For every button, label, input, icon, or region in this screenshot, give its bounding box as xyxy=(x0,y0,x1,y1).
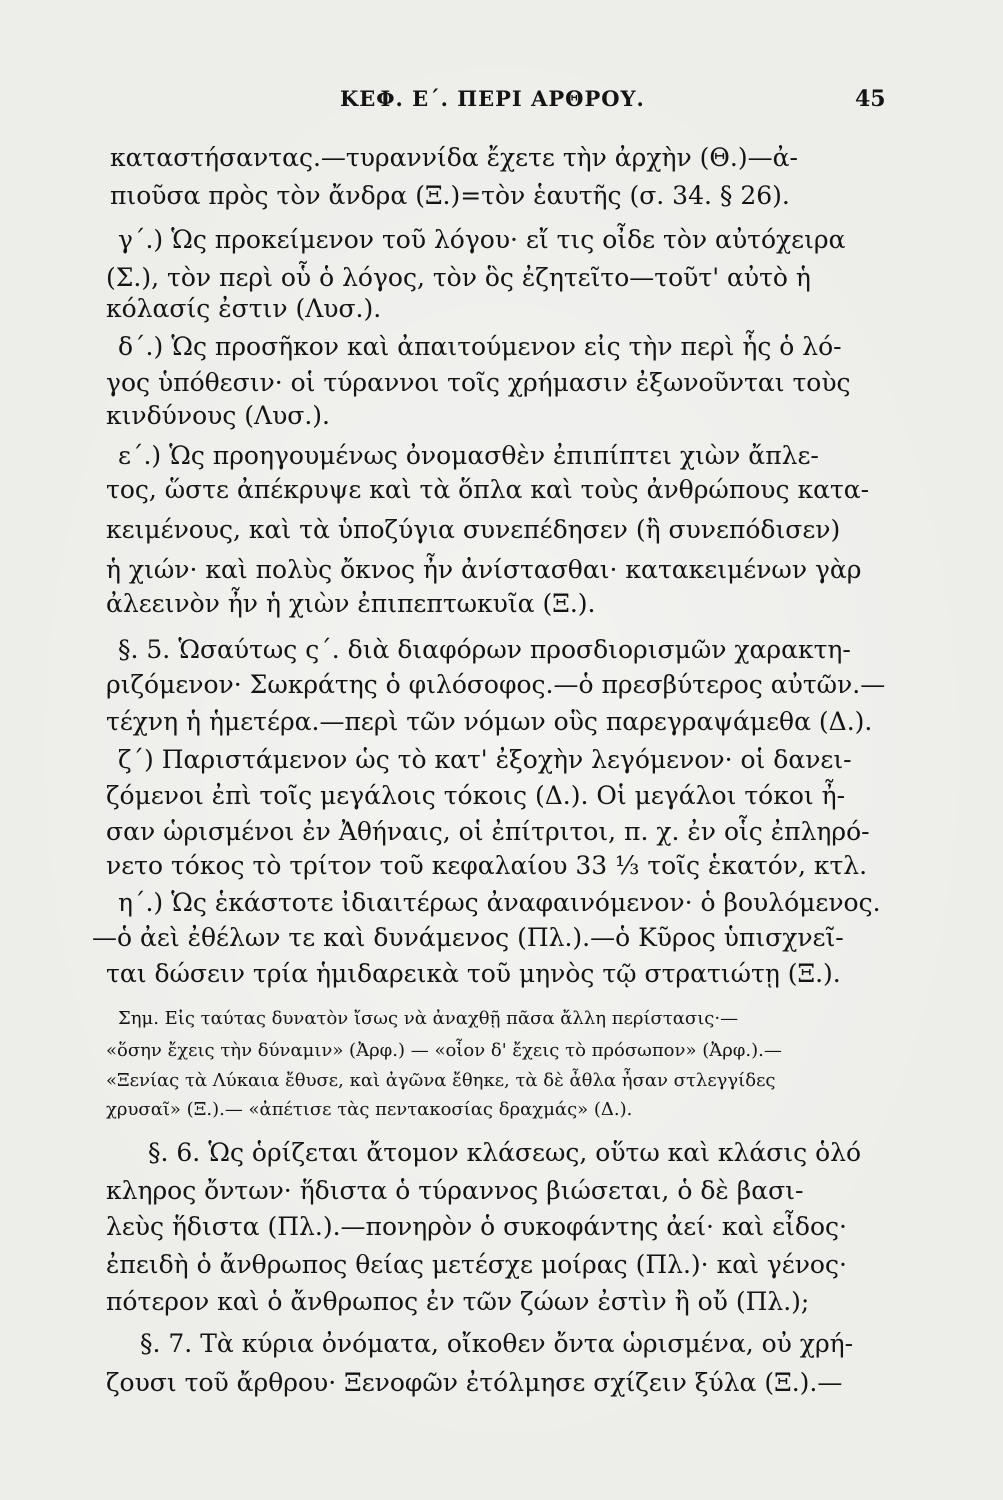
note-line: «ὅσην ἔχεις τὴν δύναμιν» (Ἀρφ.) — «οἷον δ' ἔχεις τὸ πρόσωπον» (Ἀρφ.).— xyxy=(106,1040,782,1061)
text-line: (Σ.), τὸν περὶ οὗ ὁ λόγος, τὸν ὃς ἐζητεῖτο—τοῦτ' αὐτὸ ἡ xyxy=(106,263,811,292)
text-line: ἐπειδὴ ὁ ἄνθρωπος θείας μετέσχε μοίρας (Πλ.)· καὶ γένος· xyxy=(106,1250,847,1279)
text-line: ζουσι τοῦ ἄρθρου· Ξενοφῶν ἐτόλμησε σχίζειν ξύλα (Ξ.).— xyxy=(106,1368,843,1397)
text-line: §. 6. Ὡς ὁρίζεται ἄτομον κλάσεως, οὕτω καὶ κλάσις ὁλό xyxy=(148,1138,862,1167)
text-line: ζόμενοι ἐπὶ τοῖς μεγάλοις τόκοις (Δ.). Οἱ μεγάλοι τόκοι ἦ- xyxy=(106,781,846,810)
text-line: ζ΄) Παριστάμενον ὡς τὸ κατ' ἐξοχὴν λεγόμενον· οἱ δανει- xyxy=(118,745,852,774)
running-head xyxy=(0,86,1003,116)
text-line: ται δώσειν τρία ἡμιδαρεικὰ τοῦ μηνὸς τῷ στρατιώτῃ (Ξ.). xyxy=(106,959,841,988)
note-line: Σημ. Εἰς ταύτας δυνατὸν ἴσως νὰ ἀναχθῇ πᾶσα ἄλλη περίστασις·— xyxy=(118,1008,739,1029)
text-line: §. 5. Ὡσαύτως ς΄. διὰ διαφόρων προσδιορισμῶν χαρακτη- xyxy=(118,635,851,664)
note-line: «Ξενίας τὰ Λύκαια ἔθυσε, καὶ ἀγῶνα ἔθηκε, τὰ δὲ ἆθλα ἦσαν στλεγγίδες xyxy=(106,1070,776,1091)
text-line: κληρος ὄντων· ἥδιστα ὁ τύραννος βιώσεται, ὁ δὲ βασι- xyxy=(106,1176,804,1205)
text-line: γος ὑπόθεσιν· οἱ τύραννοι τοῖς χρήμασιν ἐξωνοῦνται τοὺς xyxy=(106,368,851,397)
text-line: δ΄.) Ὡς προσῆκον καὶ ἀπαιτούμενον εἰς τὴν περὶ ἧς ὁ λό- xyxy=(118,332,842,361)
text-line: σαν ὡρισμένοι ἐν Ἀθήναις, οἱ ἐπίτριτοι, π. χ. ἐν οἷς ἐπληρό- xyxy=(106,817,870,846)
text-line: η΄.) Ὡς ἑκάστοτε ἰδιαιτέρως ἀναφαινόμενον· ὁ βουλόμενος. xyxy=(118,888,881,917)
text-line: ριζόμενον· Σωκράτης ὁ φιλόσοφος.—ὁ πρεσβύτερος αὐτῶν.— xyxy=(106,670,886,699)
text-line: κόλασίς ἐστιν (Λυσ.). xyxy=(106,294,382,323)
text-line: ἀλεεινὸν ἦν ἡ χιὼν ἐπιπεπτωκυῖα (Ξ.). xyxy=(106,589,596,618)
page-number: 45 xyxy=(855,86,886,112)
text-line: —ὁ ἀεὶ ἐθέλων τε καὶ δυνάμενος (Πλ.).—ὁ Κῦρος ὑπισχνεῖ- xyxy=(92,923,844,952)
text-line: ε΄.) Ὡς προηγουμένως ὀνομασθὲν ἐπιπίπτει χιὼν ἄπλε- xyxy=(118,441,819,470)
text-line: τέχνη ἡ ἡμετέρα.—περὶ τῶν νόμων οὓς παρεγραψάμεθα (Δ.). xyxy=(106,707,873,736)
text-line: λεὺς ἥδιστα (Πλ.).—πονηρὸν ὁ συκοφάντης ἀεί· καὶ εἶδος· xyxy=(106,1212,847,1241)
chapter-title: ΚΕΦ. Ε΄. ΠΕΡΙ ΑΡΘΡΟΥ. xyxy=(340,86,645,111)
text-line: νετο τόκος τὸ τρίτον τοῦ κεφαλαίου 33 ⅓ τοῖς ἑκατόν, κτλ. xyxy=(106,851,868,880)
note-line: χρυσαῖ» (Ξ.).— «ἀπέτισε τὰς πεντακοσίας δραχμάς» (Δ.). xyxy=(106,1099,633,1120)
text-line: καταστήσαντας.—τυραννίδα ἔχετε τὴν ἀρχὴν (Θ.)—ἀ- xyxy=(110,143,798,172)
text-line: κινδύνους (Λυσ.). xyxy=(106,401,330,430)
text-line: πιοῦσα πρὸς τὸν ἄνδρα (Ξ.)=τὸν ἑαυτῆς (σ. 34. § 26). xyxy=(110,181,790,210)
text-line: τος, ὥστε ἀπέκρυψε καὶ τὰ ὅπλα καὶ τοὺς ἀνθρώπους κατα- xyxy=(106,475,870,504)
text-line: §. 7. Τὰ κύρια ὀνόματα, οἴκοθεν ὄντα ὡρισμένα, οὐ χρή- xyxy=(140,1329,854,1358)
text-line: κειμένους, καὶ τὰ ὑποζύγια συνεπέδησεν (ἢ συνεπόδισεν) xyxy=(106,515,841,544)
text-line: πότερον καὶ ὁ ἄνθρωπος ἐν τῶν ζώων ἐστὶν ἢ οὔ (Πλ.); xyxy=(106,1287,810,1316)
text-line: γ΄.) Ὡς προκείμενον τοῦ λόγου· εἴ τις οἶδε τὸν αὐτόχειρα xyxy=(118,225,846,254)
text-line: ἡ χιών· καὶ πολὺς ὄκνος ἦν ἀνίστασθαι· κατακειμένων γὰρ xyxy=(106,555,862,584)
